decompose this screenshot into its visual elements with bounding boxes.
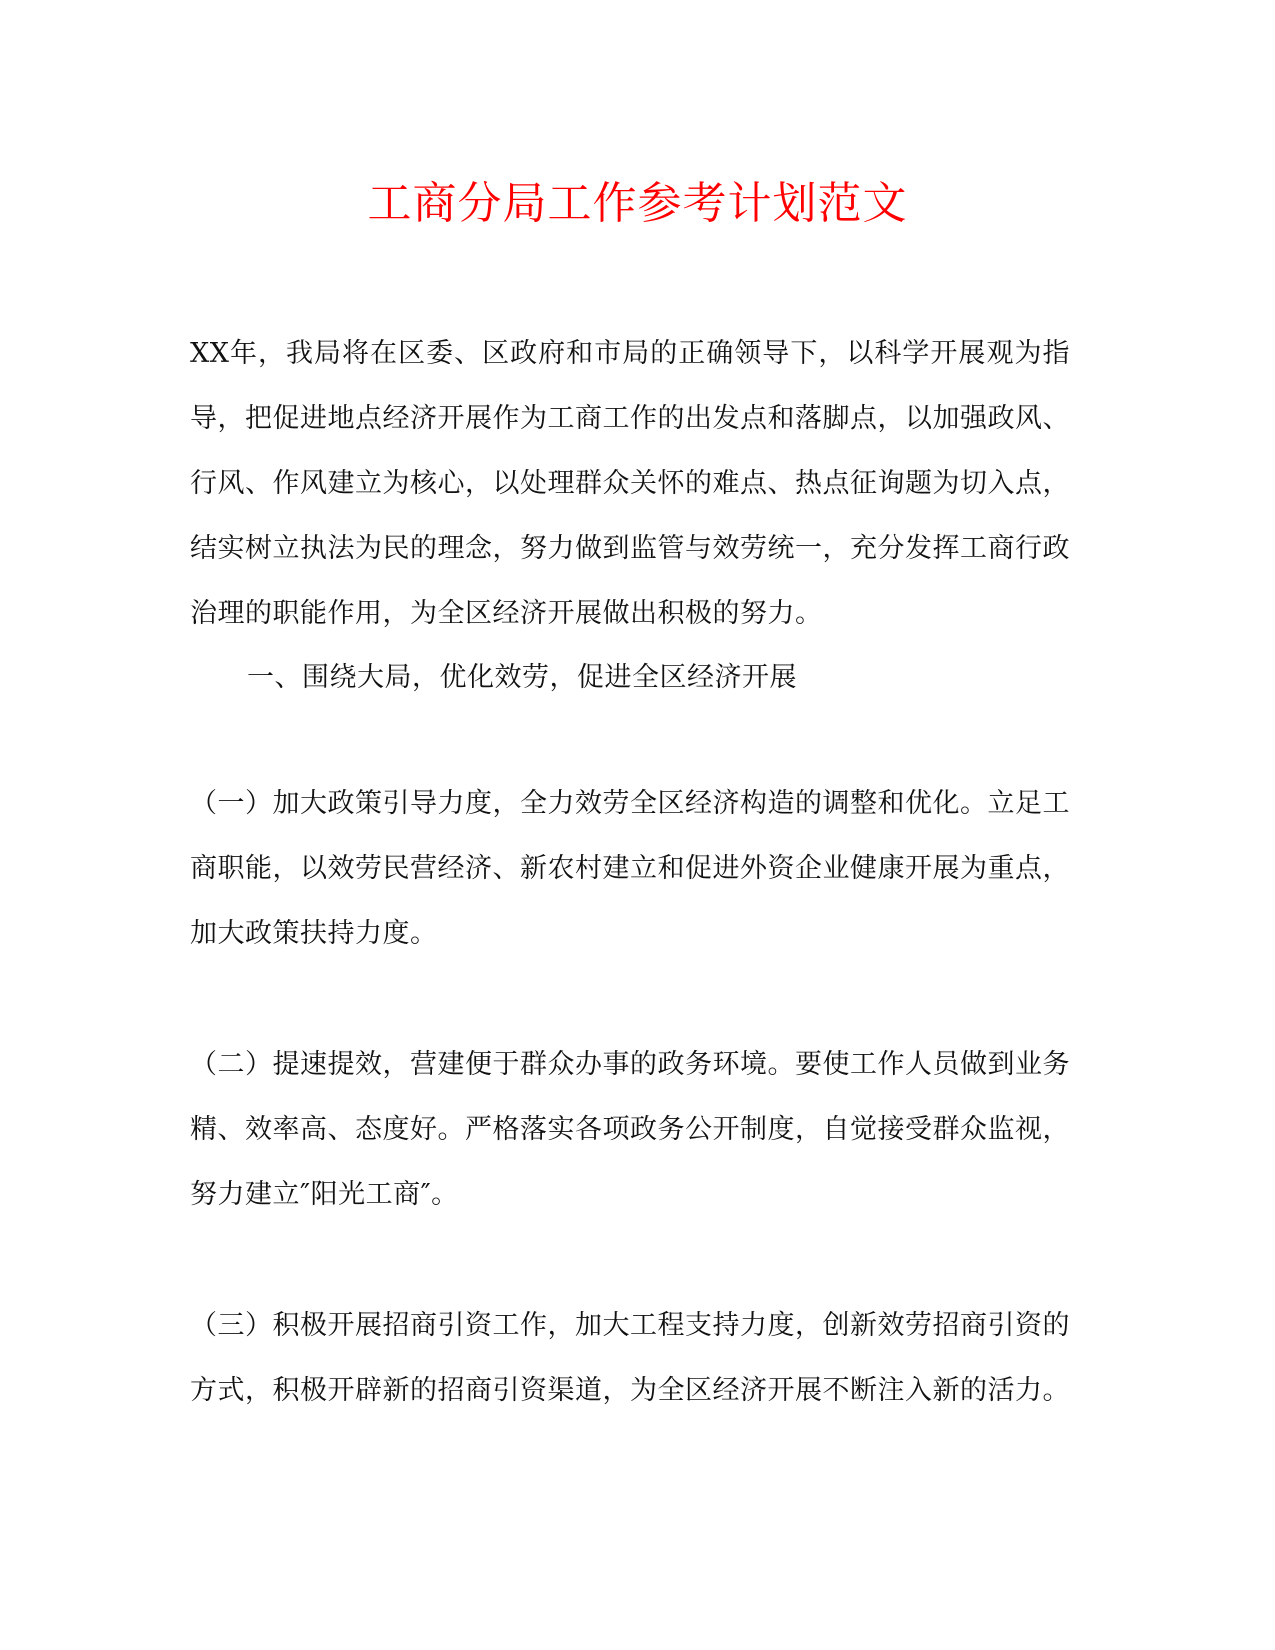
intro-paragraph: XX年，我局将在区委、区政府和市局的正确领导下，以科学开展观为指导，把促进地点经济开展作为工商工作的出发点和落脚点，以加强政风、行风、作风建立为核心，以处理群众关怀的难点、热点征询题为切入点，结实树立执法为民的理念，努力做到监管与效劳统一，充分发挥工商行政治理的职能作用，为全区经济开展做出积极的努力。 <box>190 338 1070 629</box>
paragraph-item-2: （二）提速提效，营建便于群众办事的政务环境。要使工作人员做到业务精、效率高、态度好。严格落实各项政务公开制度，自觉接受群众监视，努力建立″阳光工商″。 <box>190 1049 1070 1210</box>
section-heading: 一、围绕大局，优化效劳，促进全区经济开展 <box>247 662 797 693</box>
paragraph-item-1: （一）加大政策引导力度，全力效劳全区经济构造的调整和优化。立足工商职能，以效劳民营经济、新农村建立和促进外资企业健康开展为重点，加大政策扶持力度。 <box>190 788 1070 949</box>
document-title: 工商分局工作参考计划范文 <box>367 178 908 229</box>
paragraph-item-3: （三）积极开展招商引资工作，加大工程支持力度，创新效劳招商引资的方式，积极开辟新的招商引资渠道，为全区经济开展不断注入新的活力。 <box>190 1310 1070 1406</box>
